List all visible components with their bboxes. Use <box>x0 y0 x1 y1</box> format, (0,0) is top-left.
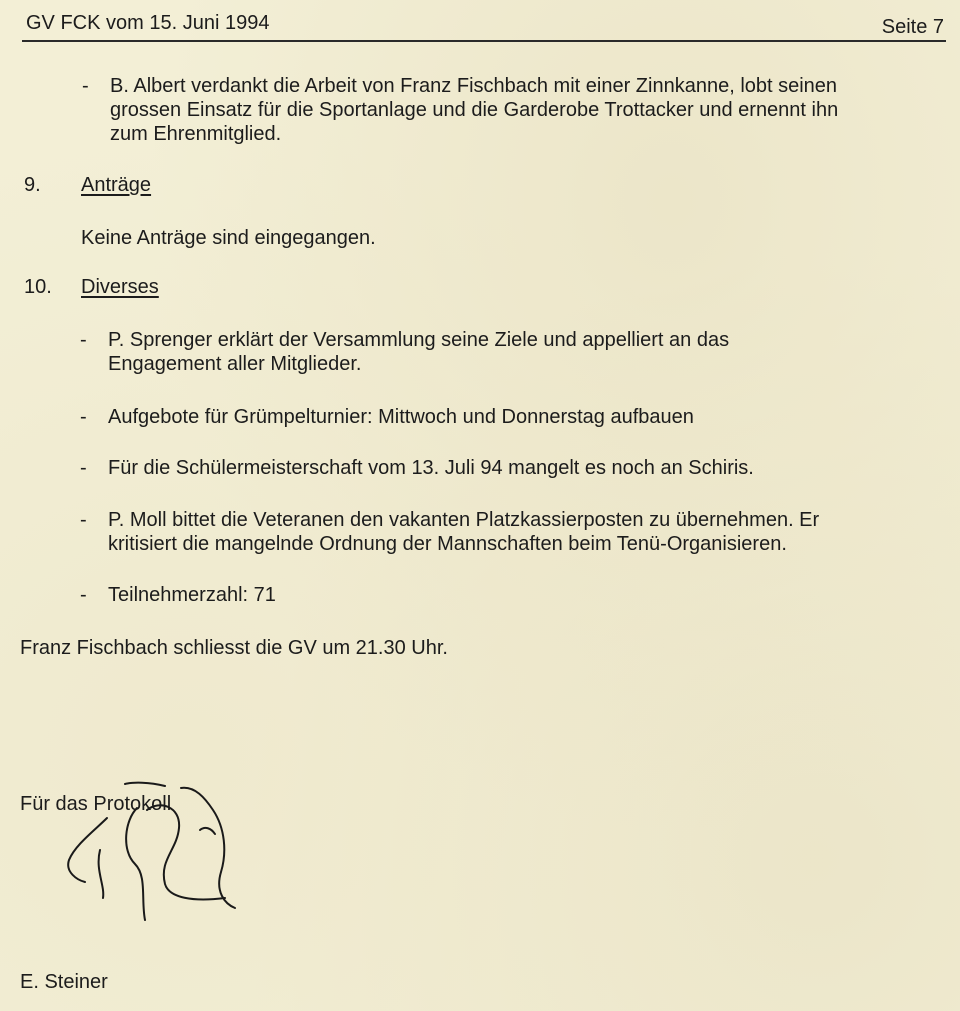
closing-statement: Franz Fischbach schliesst die GV um 21.30 Uhr. <box>20 637 448 659</box>
bullet-marker: - <box>80 457 87 479</box>
bullet-marker: - <box>80 584 87 606</box>
bullet-line: Für die Schülermeisterschaft vom 13. Juli 94 mangelt es noch an Schiris. <box>108 457 754 479</box>
section-number: 10. <box>24 276 52 298</box>
section-title: Diverses <box>81 276 159 298</box>
handwritten-signature <box>55 780 255 955</box>
bullet-line: kritisiert die mangelnde Ordnung der Mannschaften beim Tenü-Organisieren. <box>108 533 787 555</box>
bullet-line: grossen Einsatz für die Sportanlage und die Garderobe Trottacker und ernennt ihn <box>110 99 839 121</box>
bullet-line: P. Moll bittet die Veteranen den vakanten Platzkassierposten zu übernehmen. Er <box>108 509 820 531</box>
bullet-marker: - <box>80 406 87 428</box>
signatory-name: E. Steiner <box>20 971 108 993</box>
bullet-marker: - <box>80 329 87 351</box>
section-text: Keine Anträge sind eingegangen. <box>81 227 376 249</box>
document-header-title: GV FCK vom 15. Juni 1994 <box>26 12 270 34</box>
bullet-line: P. Sprenger erklärt der Versammlung seine Ziele und appelliert an das <box>108 329 730 351</box>
bullet-line: zum Ehrenmitglied. <box>110 123 282 145</box>
section-number: 9. <box>24 174 41 196</box>
page-number: Seite 7 <box>881 16 944 38</box>
bullet-line: Teilnehmerzahl: 71 <box>108 584 276 606</box>
signature-label: Für das Protokoll <box>20 793 172 815</box>
header-divider <box>22 40 946 42</box>
bullet-marker: - <box>80 509 87 531</box>
section-title: Anträge <box>81 174 152 196</box>
bullet-line: Engagement aller Mitglieder. <box>108 353 362 375</box>
bullet-line: Aufgebote für Grümpelturnier: Mittwoch und Donnerstag aufbauen <box>108 406 694 428</box>
bullet-marker: - <box>82 75 89 97</box>
bullet-line: B. Albert verdankt die Arbeit von Franz Fischbach mit einer Zinnkanne, lobt seinen <box>110 75 838 97</box>
